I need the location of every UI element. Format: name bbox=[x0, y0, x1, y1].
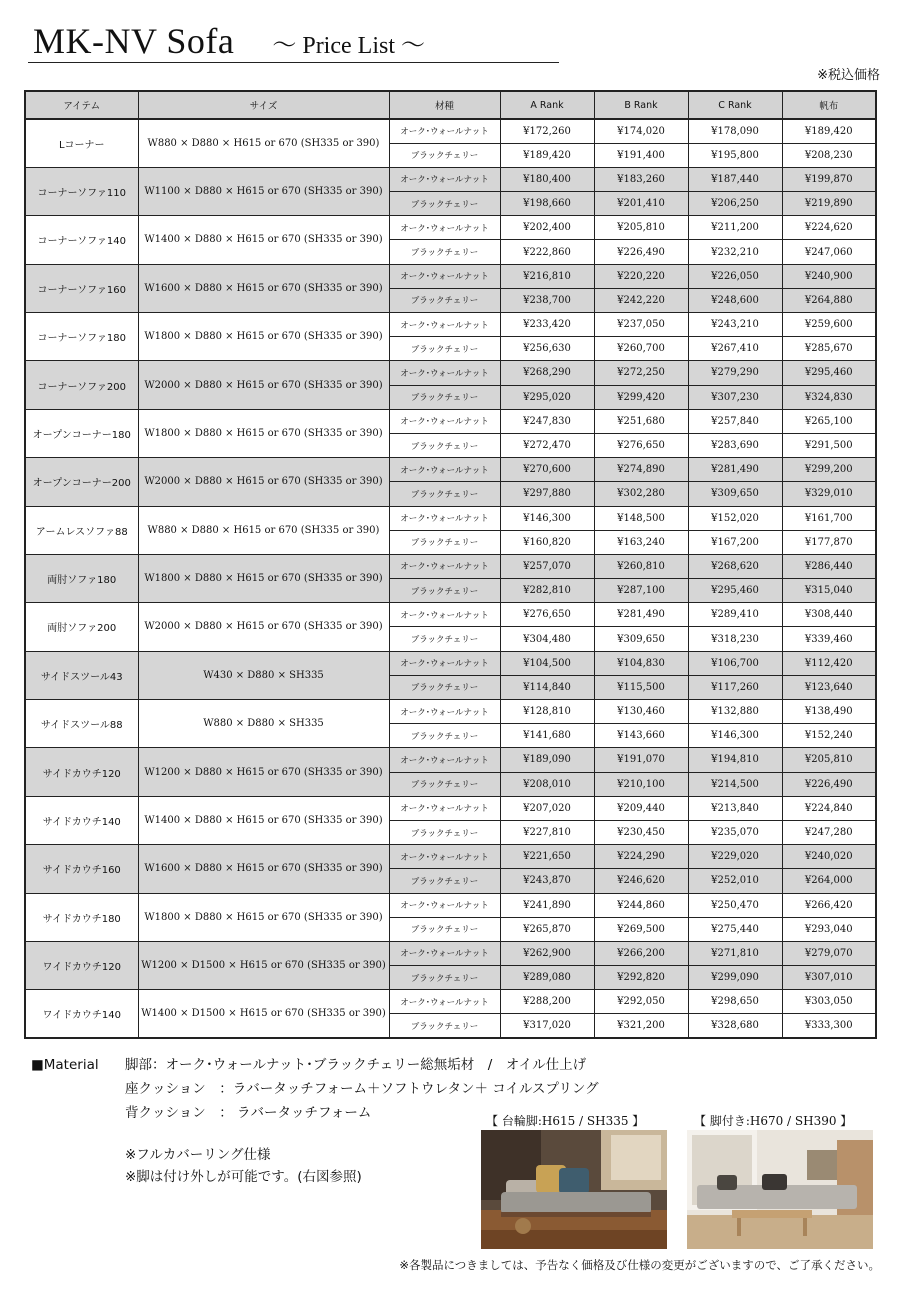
price-b-rank: ¥183,260 bbox=[594, 167, 688, 191]
price-b-rank: ¥292,820 bbox=[594, 966, 688, 990]
material-name: ブラックチェリー bbox=[389, 966, 500, 990]
material-name: ブラックチェリー bbox=[389, 869, 500, 893]
header-b-rank: B Rank bbox=[594, 91, 688, 119]
price-c-rank: ¥268,620 bbox=[688, 554, 782, 578]
material-name: ブラックチェリー bbox=[389, 433, 500, 457]
item-size: W1200 × D880 × H615 or 670 (SH335 or 390) bbox=[138, 748, 389, 796]
price-canvas: ¥279,070 bbox=[782, 941, 876, 965]
price-c-rank: ¥243,210 bbox=[688, 313, 782, 337]
price-b-rank: ¥174,020 bbox=[594, 119, 688, 143]
material-name: ブラックチェリー bbox=[389, 627, 500, 651]
price-b-rank: ¥244,860 bbox=[594, 893, 688, 917]
table-row bbox=[25, 409, 876, 433]
material-name: オーク･ウォールナット bbox=[389, 796, 500, 820]
price-b-rank: ¥220,220 bbox=[594, 264, 688, 288]
price-a-rank: ¥216,810 bbox=[500, 264, 594, 288]
material-name: ブラックチェリー bbox=[389, 385, 500, 409]
price-canvas: ¥199,870 bbox=[782, 167, 876, 191]
price-c-rank: ¥318,230 bbox=[688, 627, 782, 651]
price-canvas: ¥299,200 bbox=[782, 458, 876, 482]
material-name: ブラックチェリー bbox=[389, 240, 500, 264]
price-a-rank: ¥198,660 bbox=[500, 192, 594, 216]
material-name: ブラックチェリー bbox=[389, 579, 500, 603]
price-a-rank: ¥189,090 bbox=[500, 748, 594, 772]
price-b-rank: ¥276,650 bbox=[594, 433, 688, 457]
item-size: W430 × D880 × SH335 bbox=[138, 651, 389, 699]
item-name: ワイドカウチ120 bbox=[25, 941, 138, 989]
price-c-rank: ¥195,800 bbox=[688, 143, 782, 167]
table-row bbox=[25, 748, 876, 772]
material-name: オーク･ウォールナット bbox=[389, 748, 500, 772]
note-full-covering: ※フルカバーリング仕様 bbox=[125, 1147, 271, 1163]
item-size: W2000 × D880 × H615 or 670 (SH335 or 390) bbox=[138, 458, 389, 506]
price-canvas: ¥224,620 bbox=[782, 216, 876, 240]
price-table-body bbox=[25, 119, 876, 1038]
price-a-rank: ¥208,010 bbox=[500, 772, 594, 796]
item-name: サイドカウチ160 bbox=[25, 845, 138, 893]
item-size: W2000 × D880 × H615 or 670 (SH335 or 390) bbox=[138, 603, 389, 651]
price-a-rank: ¥256,630 bbox=[500, 337, 594, 361]
price-c-rank: ¥275,440 bbox=[688, 917, 782, 941]
price-b-rank: ¥115,500 bbox=[594, 675, 688, 699]
price-b-rank: ¥242,220 bbox=[594, 288, 688, 312]
notes bbox=[125, 1144, 362, 1188]
material-name: ブラックチェリー bbox=[389, 337, 500, 361]
item-name: コーナーソファ200 bbox=[25, 361, 138, 409]
price-canvas: ¥303,050 bbox=[782, 990, 876, 1014]
material-name: ブラックチェリー bbox=[389, 192, 500, 216]
price-canvas: ¥264,880 bbox=[782, 288, 876, 312]
price-c-rank: ¥226,050 bbox=[688, 264, 782, 288]
price-b-rank: ¥302,280 bbox=[594, 482, 688, 506]
price-canvas: ¥112,420 bbox=[782, 651, 876, 675]
price-b-rank: ¥224,290 bbox=[594, 845, 688, 869]
material-name: ブラックチェリー bbox=[389, 724, 500, 748]
item-name: サイドカウチ140 bbox=[25, 796, 138, 844]
price-a-rank: ¥282,810 bbox=[500, 579, 594, 603]
material-name: ブラックチェリー bbox=[389, 772, 500, 796]
price-c-rank: ¥328,680 bbox=[688, 1014, 782, 1038]
price-c-rank: ¥257,840 bbox=[688, 409, 782, 433]
item-size: W2000 × D880 × H615 or 670 (SH335 or 390) bbox=[138, 361, 389, 409]
price-c-rank: ¥214,500 bbox=[688, 772, 782, 796]
item-name: サイドカウチ120 bbox=[25, 748, 138, 796]
item-size: W1800 × D880 × H615 or 670 (SH335 or 390) bbox=[138, 313, 389, 361]
price-c-rank: ¥235,070 bbox=[688, 820, 782, 844]
price-b-rank: ¥287,100 bbox=[594, 579, 688, 603]
price-c-rank: ¥213,840 bbox=[688, 796, 782, 820]
price-c-rank: ¥132,880 bbox=[688, 700, 782, 724]
price-c-rank: ¥309,650 bbox=[688, 482, 782, 506]
price-b-rank: ¥260,810 bbox=[594, 554, 688, 578]
material-name: オーク･ウォールナット bbox=[389, 119, 500, 143]
price-b-rank: ¥191,400 bbox=[594, 143, 688, 167]
material-name: ブラックチェリー bbox=[389, 675, 500, 699]
price-a-rank: ¥172,260 bbox=[500, 119, 594, 143]
price-b-rank: ¥274,890 bbox=[594, 458, 688, 482]
price-a-rank: ¥146,300 bbox=[500, 506, 594, 530]
material-name: オーク･ウォールナット bbox=[389, 506, 500, 530]
price-canvas: ¥324,830 bbox=[782, 385, 876, 409]
title-main: MK-NV Sofa bbox=[33, 21, 235, 61]
price-b-rank: ¥269,500 bbox=[594, 917, 688, 941]
price-b-rank: ¥148,500 bbox=[594, 506, 688, 530]
material-name: オーク･ウォールナット bbox=[389, 554, 500, 578]
price-canvas: ¥240,020 bbox=[782, 845, 876, 869]
price-a-rank: ¥222,860 bbox=[500, 240, 594, 264]
price-b-rank: ¥226,490 bbox=[594, 240, 688, 264]
item-size: W1400 × D1500 × H615 or 670 (SH335 or 390) bbox=[138, 990, 389, 1038]
item-name: アームレスソファ88 bbox=[25, 506, 138, 554]
price-canvas: ¥189,420 bbox=[782, 119, 876, 143]
price-a-rank: ¥247,830 bbox=[500, 409, 594, 433]
table-row bbox=[25, 990, 876, 1014]
material-name: オーク･ウォールナット bbox=[389, 264, 500, 288]
header-material: 材種 bbox=[389, 91, 500, 119]
price-a-rank: ¥304,480 bbox=[500, 627, 594, 651]
photo-caption-low: 【 台輪脚:H615 / SH335 】 bbox=[486, 1114, 645, 1128]
price-table bbox=[24, 90, 877, 1039]
item-size: W880 × D880 × SH335 bbox=[138, 700, 389, 748]
price-b-rank: ¥191,070 bbox=[594, 748, 688, 772]
price-b-rank: ¥163,240 bbox=[594, 530, 688, 554]
material-name: オーク･ウォールナット bbox=[389, 409, 500, 433]
price-c-rank: ¥152,020 bbox=[688, 506, 782, 530]
price-canvas: ¥285,670 bbox=[782, 337, 876, 361]
price-a-rank: ¥243,870 bbox=[500, 869, 594, 893]
table-row bbox=[25, 554, 876, 578]
price-a-rank: ¥268,290 bbox=[500, 361, 594, 385]
price-canvas: ¥138,490 bbox=[782, 700, 876, 724]
price-c-rank: ¥232,210 bbox=[688, 240, 782, 264]
price-canvas: ¥177,870 bbox=[782, 530, 876, 554]
price-c-rank: ¥281,490 bbox=[688, 458, 782, 482]
header-item: アイテム bbox=[25, 91, 138, 119]
header-canvas: 帆布 bbox=[782, 91, 876, 119]
price-a-rank: ¥207,020 bbox=[500, 796, 594, 820]
item-name: コーナーソファ110 bbox=[25, 167, 138, 215]
table-header-row bbox=[25, 91, 876, 119]
material-name: オーク･ウォールナット bbox=[389, 603, 500, 627]
price-a-rank: ¥233,420 bbox=[500, 313, 594, 337]
material-name: ブラックチェリー bbox=[389, 482, 500, 506]
price-canvas: ¥307,010 bbox=[782, 966, 876, 990]
price-canvas: ¥266,420 bbox=[782, 893, 876, 917]
price-canvas: ¥308,440 bbox=[782, 603, 876, 627]
price-canvas: ¥329,010 bbox=[782, 482, 876, 506]
material-name: オーク･ウォールナット bbox=[389, 893, 500, 917]
table-row bbox=[25, 603, 876, 627]
material-name: ブラックチェリー bbox=[389, 1014, 500, 1038]
price-c-rank: ¥279,290 bbox=[688, 361, 782, 385]
price-c-rank: ¥146,300 bbox=[688, 724, 782, 748]
title-sub: ～ Price List ～ bbox=[272, 33, 425, 59]
price-canvas: ¥152,240 bbox=[782, 724, 876, 748]
price-a-rank: ¥180,400 bbox=[500, 167, 594, 191]
price-a-rank: ¥160,820 bbox=[500, 530, 594, 554]
price-b-rank: ¥143,660 bbox=[594, 724, 688, 748]
header-a-rank: A Rank bbox=[500, 91, 594, 119]
item-name: 両肘ソファ180 bbox=[25, 554, 138, 602]
price-canvas: ¥315,040 bbox=[782, 579, 876, 603]
price-c-rank: ¥299,090 bbox=[688, 966, 782, 990]
tax-note: ※税込価格 bbox=[817, 68, 880, 83]
title-underline bbox=[28, 62, 559, 63]
price-c-rank: ¥298,650 bbox=[688, 990, 782, 1014]
item-size: W880 × D880 × H615 or 670 (SH335 or 390) bbox=[138, 506, 389, 554]
item-name: ワイドカウチ140 bbox=[25, 990, 138, 1038]
price-a-rank: ¥114,840 bbox=[500, 675, 594, 699]
price-canvas: ¥161,700 bbox=[782, 506, 876, 530]
price-canvas: ¥259,600 bbox=[782, 313, 876, 337]
sofa-photo-with-legs bbox=[687, 1130, 873, 1249]
table-row bbox=[25, 119, 876, 143]
photo-caption-high: 【 脚付き:H670 / SH390 】 bbox=[694, 1114, 853, 1128]
item-name: サイドカウチ180 bbox=[25, 893, 138, 941]
item-size: W1600 × D880 × H615 or 670 (SH335 or 390) bbox=[138, 264, 389, 312]
item-name: オープンコーナー200 bbox=[25, 458, 138, 506]
price-b-rank: ¥237,050 bbox=[594, 313, 688, 337]
price-b-rank: ¥201,410 bbox=[594, 192, 688, 216]
price-b-rank: ¥251,680 bbox=[594, 409, 688, 433]
price-b-rank: ¥209,440 bbox=[594, 796, 688, 820]
price-b-rank: ¥260,700 bbox=[594, 337, 688, 361]
price-a-rank: ¥141,680 bbox=[500, 724, 594, 748]
price-a-rank: ¥257,070 bbox=[500, 554, 594, 578]
note-removable-legs: ※脚は付け外しが可能です。(右図参照) bbox=[125, 1169, 362, 1185]
price-b-rank: ¥205,810 bbox=[594, 216, 688, 240]
price-b-rank: ¥210,100 bbox=[594, 772, 688, 796]
price-c-rank: ¥194,810 bbox=[688, 748, 782, 772]
item-size: W1800 × D880 × H615 or 670 (SH335 or 390) bbox=[138, 409, 389, 457]
price-b-rank: ¥266,200 bbox=[594, 941, 688, 965]
material-name: オーク･ウォールナット bbox=[389, 700, 500, 724]
material-name: オーク･ウォールナット bbox=[389, 941, 500, 965]
item-name: Lコーナー bbox=[25, 119, 138, 167]
material-name: オーク･ウォールナット bbox=[389, 216, 500, 240]
price-canvas: ¥226,490 bbox=[782, 772, 876, 796]
price-a-rank: ¥295,020 bbox=[500, 385, 594, 409]
material-line-seat: 座クッション ：ラバータッチフォーム＋ソフトウレタン＋ コイルスプリング bbox=[125, 1081, 599, 1097]
price-canvas: ¥291,500 bbox=[782, 433, 876, 457]
price-c-rank: ¥211,200 bbox=[688, 216, 782, 240]
price-b-rank: ¥281,490 bbox=[594, 603, 688, 627]
header-c-rank: C Rank bbox=[688, 91, 782, 119]
material-line-legs: 脚部：オーク･ウォールナット･ブラックチェリー総無垢材 / オイル仕上げ bbox=[125, 1057, 587, 1073]
item-name: コーナーソファ140 bbox=[25, 216, 138, 264]
price-a-rank: ¥227,810 bbox=[500, 820, 594, 844]
price-canvas: ¥265,100 bbox=[782, 409, 876, 433]
price-b-rank: ¥230,450 bbox=[594, 820, 688, 844]
table-row bbox=[25, 361, 876, 385]
header-size: サイズ bbox=[138, 91, 389, 119]
price-c-rank: ¥106,700 bbox=[688, 651, 782, 675]
price-c-rank: ¥167,200 bbox=[688, 530, 782, 554]
table-row bbox=[25, 264, 876, 288]
price-a-rank: ¥265,870 bbox=[500, 917, 594, 941]
price-b-rank: ¥272,250 bbox=[594, 361, 688, 385]
price-a-rank: ¥297,880 bbox=[500, 482, 594, 506]
price-b-rank: ¥104,830 bbox=[594, 651, 688, 675]
price-a-rank: ¥270,600 bbox=[500, 458, 594, 482]
price-a-rank: ¥128,810 bbox=[500, 700, 594, 724]
price-canvas: ¥247,060 bbox=[782, 240, 876, 264]
item-size: W1200 × D1500 × H615 or 670 (SH335 or 390) bbox=[138, 941, 389, 989]
material-label: ■Material bbox=[31, 1057, 99, 1073]
price-c-rank: ¥206,250 bbox=[688, 192, 782, 216]
material-name: オーク･ウォールナット bbox=[389, 167, 500, 191]
price-a-rank: ¥104,500 bbox=[500, 651, 594, 675]
price-b-rank: ¥321,200 bbox=[594, 1014, 688, 1038]
price-canvas: ¥333,300 bbox=[782, 1014, 876, 1038]
price-canvas: ¥339,460 bbox=[782, 627, 876, 651]
material-name: ブラックチェリー bbox=[389, 530, 500, 554]
material-name: オーク･ウォールナット bbox=[389, 361, 500, 385]
price-c-rank: ¥187,440 bbox=[688, 167, 782, 191]
price-b-rank: ¥130,460 bbox=[594, 700, 688, 724]
item-size: W1600 × D880 × H615 or 670 (SH335 or 390) bbox=[138, 845, 389, 893]
material-name: オーク･ウォールナット bbox=[389, 458, 500, 482]
price-canvas: ¥205,810 bbox=[782, 748, 876, 772]
sofa-photo-low-base bbox=[481, 1130, 667, 1249]
table-row bbox=[25, 167, 876, 191]
price-a-rank: ¥221,650 bbox=[500, 845, 594, 869]
material-name: ブラックチェリー bbox=[389, 917, 500, 941]
table-row bbox=[25, 796, 876, 820]
price-c-rank: ¥267,410 bbox=[688, 337, 782, 361]
price-b-rank: ¥299,420 bbox=[594, 385, 688, 409]
price-b-rank: ¥246,620 bbox=[594, 869, 688, 893]
price-canvas: ¥293,040 bbox=[782, 917, 876, 941]
price-c-rank: ¥271,810 bbox=[688, 941, 782, 965]
table-row bbox=[25, 941, 876, 965]
footer-disclaimer: ※各製品につきましては、予告なく価格及び仕様の変更がございますので、ご了承ください。 bbox=[399, 1258, 880, 1272]
price-a-rank: ¥262,900 bbox=[500, 941, 594, 965]
price-canvas: ¥208,230 bbox=[782, 143, 876, 167]
price-canvas: ¥295,460 bbox=[782, 361, 876, 385]
price-a-rank: ¥241,890 bbox=[500, 893, 594, 917]
price-canvas: ¥240,900 bbox=[782, 264, 876, 288]
price-c-rank: ¥248,600 bbox=[688, 288, 782, 312]
material-name: オーク･ウォールナット bbox=[389, 845, 500, 869]
price-a-rank: ¥189,420 bbox=[500, 143, 594, 167]
price-c-rank: ¥229,020 bbox=[688, 845, 782, 869]
table-row bbox=[25, 700, 876, 724]
table-row bbox=[25, 313, 876, 337]
item-name: オープンコーナー180 bbox=[25, 409, 138, 457]
price-b-rank: ¥292,050 bbox=[594, 990, 688, 1014]
price-canvas: ¥219,890 bbox=[782, 192, 876, 216]
item-size: W880 × D880 × H615 or 670 (SH335 or 390) bbox=[138, 119, 389, 167]
material-name: ブラックチェリー bbox=[389, 820, 500, 844]
item-size: W1400 × D880 × H615 or 670 (SH335 or 390) bbox=[138, 216, 389, 264]
item-name: 両肘ソファ200 bbox=[25, 603, 138, 651]
table-row bbox=[25, 845, 876, 869]
material-name: オーク･ウォールナット bbox=[389, 313, 500, 337]
material-name: オーク･ウォールナット bbox=[389, 651, 500, 675]
item-size: W1100 × D880 × H615 or 670 (SH335 or 390) bbox=[138, 167, 389, 215]
material-line-back: 背クッション ： ラバータッチフォーム bbox=[125, 1105, 372, 1121]
price-c-rank: ¥117,260 bbox=[688, 675, 782, 699]
price-a-rank: ¥289,080 bbox=[500, 966, 594, 990]
table-row bbox=[25, 506, 876, 530]
item-size: W1800 × D880 × H615 or 670 (SH335 or 390) bbox=[138, 554, 389, 602]
price-canvas: ¥264,000 bbox=[782, 869, 876, 893]
price-canvas: ¥286,440 bbox=[782, 554, 876, 578]
price-canvas: ¥224,840 bbox=[782, 796, 876, 820]
price-a-rank: ¥276,650 bbox=[500, 603, 594, 627]
item-size: W1400 × D880 × H615 or 670 (SH335 or 390) bbox=[138, 796, 389, 844]
price-canvas: ¥247,280 bbox=[782, 820, 876, 844]
price-c-rank: ¥289,410 bbox=[688, 603, 782, 627]
price-c-rank: ¥178,090 bbox=[688, 119, 782, 143]
price-a-rank: ¥317,020 bbox=[500, 1014, 594, 1038]
price-b-rank: ¥309,650 bbox=[594, 627, 688, 651]
item-size: W1800 × D880 × H615 or 670 (SH335 or 390) bbox=[138, 893, 389, 941]
table-row bbox=[25, 893, 876, 917]
price-a-rank: ¥272,470 bbox=[500, 433, 594, 457]
item-name: コーナーソファ160 bbox=[25, 264, 138, 312]
price-c-rank: ¥252,010 bbox=[688, 869, 782, 893]
table-row bbox=[25, 458, 876, 482]
price-c-rank: ¥307,230 bbox=[688, 385, 782, 409]
item-name: サイドスツール88 bbox=[25, 700, 138, 748]
price-a-rank: ¥238,700 bbox=[500, 288, 594, 312]
price-c-rank: ¥250,470 bbox=[688, 893, 782, 917]
price-c-rank: ¥283,690 bbox=[688, 433, 782, 457]
price-a-rank: ¥288,200 bbox=[500, 990, 594, 1014]
item-name: サイドスツール43 bbox=[25, 651, 138, 699]
price-a-rank: ¥202,400 bbox=[500, 216, 594, 240]
material-name: ブラックチェリー bbox=[389, 143, 500, 167]
table-row bbox=[25, 216, 876, 240]
price-canvas: ¥123,640 bbox=[782, 675, 876, 699]
item-name: コーナーソファ180 bbox=[25, 313, 138, 361]
document-title bbox=[33, 20, 425, 60]
price-c-rank: ¥295,460 bbox=[688, 579, 782, 603]
material-name: ブラックチェリー bbox=[389, 288, 500, 312]
table-row bbox=[25, 651, 876, 675]
material-name: オーク･ウォールナット bbox=[389, 990, 500, 1014]
